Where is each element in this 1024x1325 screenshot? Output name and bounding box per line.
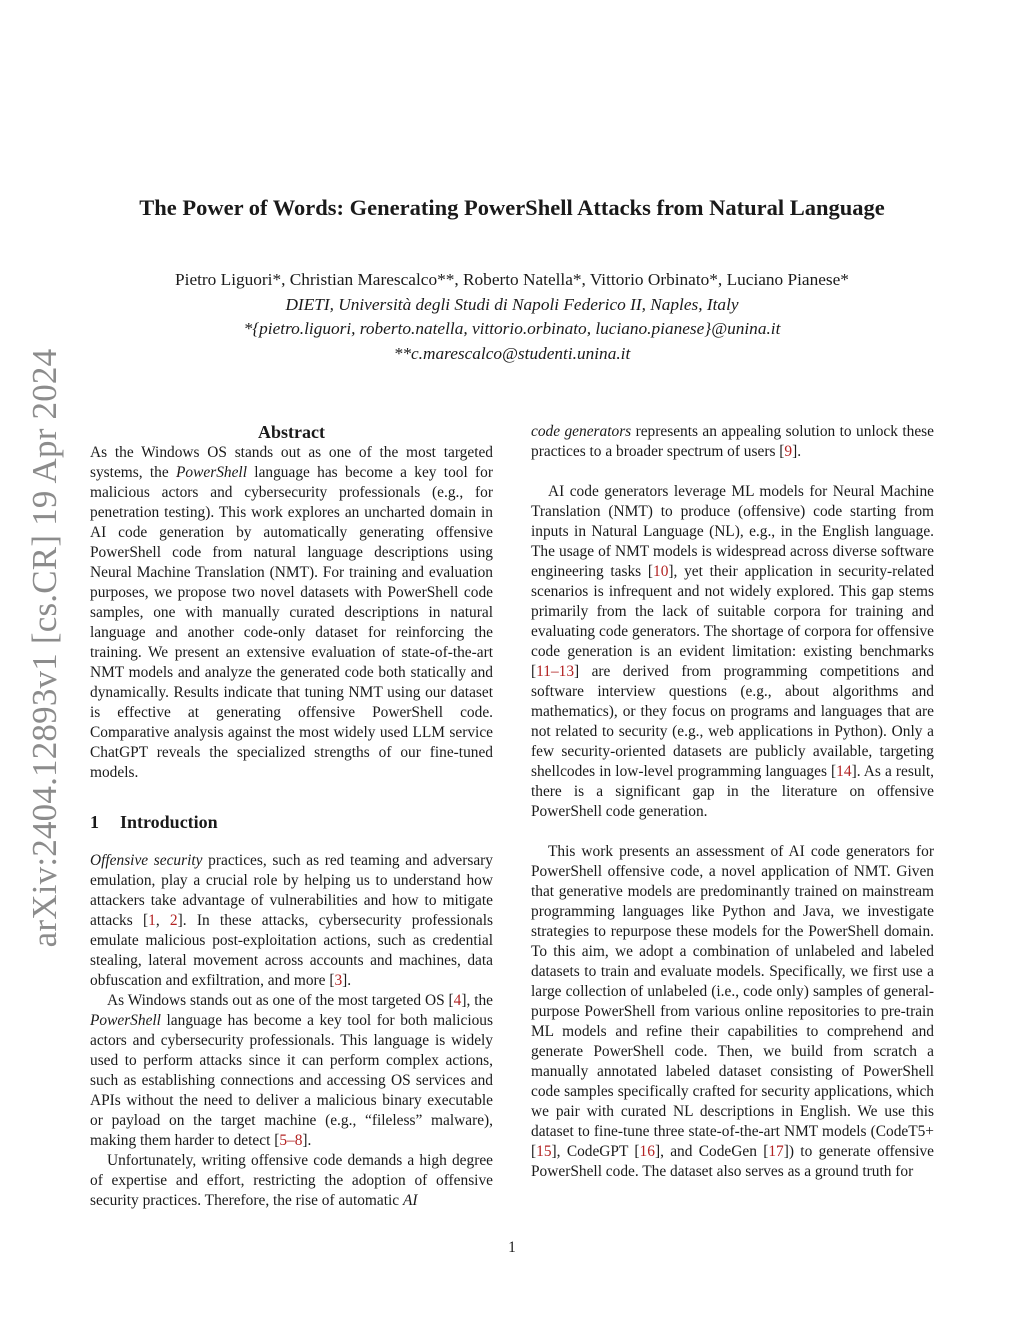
citation-link[interactable]: 17 — [768, 1143, 784, 1160]
citation-link[interactable]: 14 — [836, 763, 852, 780]
intro-paragraph-3-continued: code generators represents an appealing solution to unlock these practices to a broader spectrum of users [9]. — [531, 423, 934, 460]
intro-paragraph-1: Offensive security practices, such as red teaming and adversary emulation, play a crucial role by helping us to understand how attackers take advantage of vulnerabilities and how to mitigate attacks [1, 2]. In these attacks, cybersecurity professionals emulate malicious post-exploitation actions, such as credential stealing, lateral movement across accounts and machines, data obfuscation and exfiltration, and more [3]. — [90, 852, 493, 989]
citation-link[interactable]: 2 — [169, 912, 178, 929]
author-block — [0, 268, 1024, 366]
author-list: Pietro Liguori*, Christian Marescalco**, Roberto Natella*, Vittorio Orbinato*, Luciano Pianese* — [175, 270, 849, 289]
right-column — [531, 422, 934, 1182]
citation-link[interactable]: 16 — [639, 1143, 655, 1160]
intro-paragraph-5: This work presents an assessment of AI code generators for PowerShell offensive code, a novel application of NMT. Given that generative models are predominantly trained on mainstream programming languages like Python and Java, we investigate strategies to repurpose these models for the PowerShell domain. To this aim, we adopt a combination of unlabeled and labeled datasets to train and evaluate models. Specifically, we first use a large collection of unlabeled (i.e., code only) samples of general-purpose PowerShell from various online repositories to pre-train ML models and refine their capabilities to comprehend and generate PowerShell code. Then, we build from scratch a manually annotated labeled dataset consisting of PowerShell code samples specifically crafted for security applications, which we pair with curated NL descriptions in English. We use this dataset to fine-tune three state-of-the-art NMT models (CodeT5+ [15], CodeGPT [16], and CodeGen [17]) to generate offensive PowerShell code. The dataset also serves as a ground truth for — [531, 843, 935, 1180]
citation-link[interactable]: 5–8 — [279, 1132, 303, 1149]
author-emails: *{pietro.liguori, roberto.natella, vittorio.orbinato, luciano.pianese}@unina.it — [243, 319, 781, 338]
left-column — [90, 422, 493, 1211]
citation-link[interactable]: 1 — [148, 912, 156, 929]
paper-title: The Power of Words: Generating PowerShell Attacks from Natural Language — [139, 195, 885, 220]
abstract-heading: Abstract — [258, 422, 325, 442]
citation-link[interactable]: 15 — [536, 1143, 552, 1160]
page-number: 1 — [508, 1239, 516, 1256]
intro-paragraph-2: As Windows stands out as one of the most targeted OS [4], the PowerShell language has become a key tool for both malicious actors and cybersecurity professionals. This language is widely used to perform attacks since it can perform complex actions, such as establishing connections and accessing OS services and APIs without the need to deliver a malicious binary executable or payload on the target machine (e.g., “fileless” malware), making them harder to detect [5–8]. — [90, 992, 493, 1149]
intro-paragraph-4: AI code generators leverage ML models for Neural Machine Translation (NMT) to produce (offensive) code starting from inputs in Natural Language (NL), e.g., in the English language. The usage of NMT models is widespread across diverse software engineering tasks [10], yet their application in security-related scenarios is infrequent and not widely explored. This gap stems primarily from the lack of suitable corpora for training and evaluating code generators. The shortage of corpora for offensive code generation is an evident limitation: existing benchmarks [11–13] are derived from programming competitions and software interview questions (e.g., about algorithms and mathematics), or they focus on programs and languages that are not related to security (e.g., web applications in Python). Only a few security-oriented datasets are publicly available, targeting shellcodes in low-level programming languages [14]. As a result, there is a significant gap in the literature on offensive PowerShell code generation. — [531, 483, 935, 820]
intro-paragraph-3: Unfortunately, writing offensive code demands a high degree of expertise and effort, restricting the adoption of offensive security practices. Therefore, the rise of automatic AI — [90, 1152, 493, 1209]
abstract-paragraph: As the Windows OS stands out as one of the most targeted systems, the PowerShell language has become a key tool for malicious actors and cybersecurity professionals (e.g., for penetration testing). This work explores an uncharted domain in AI code generation by automatically generating offensive PowerShell code from natural language descriptions using Neural Machine Translation (NMT). For training and evaluation purposes, we propose two novel datasets with PowerShell code samples, one with manually curated descriptions in natural language and another code-only dataset for reinforcing the training. We present an extensive evaluation of state-of-the-art NMT models and analyze the generated code both statically and dynamically. Results indicate that tuning NMT using our dataset is effective at generating offensive PowerShell code. Comparative analysis against the most widely used LLM service ChatGPT reveals the specialized strengths of our fine-tuned models. — [90, 444, 494, 781]
author-email-secondary: **c.marescalco@studenti.unina.it — [393, 343, 631, 363]
citation-link[interactable]: 10 — [653, 563, 669, 580]
citation-link[interactable]: 3 — [334, 972, 343, 989]
arxiv-identifier: arXiv:2404.12893v1 [cs.CR] 19 Apr 2024 — [25, 348, 64, 948]
citation-link[interactable]: 11–13 — [536, 663, 575, 680]
section-title: Introduction — [120, 812, 218, 832]
affiliation: DIETI, Università degli Studi di Napoli Federico II, Naples, Italy — [285, 294, 739, 314]
citation-link[interactable]: 4 — [453, 992, 462, 1009]
citation-link[interactable]: 9 — [784, 443, 793, 460]
section-number: 1 — [90, 812, 99, 832]
section-heading-introduction — [90, 811, 493, 833]
